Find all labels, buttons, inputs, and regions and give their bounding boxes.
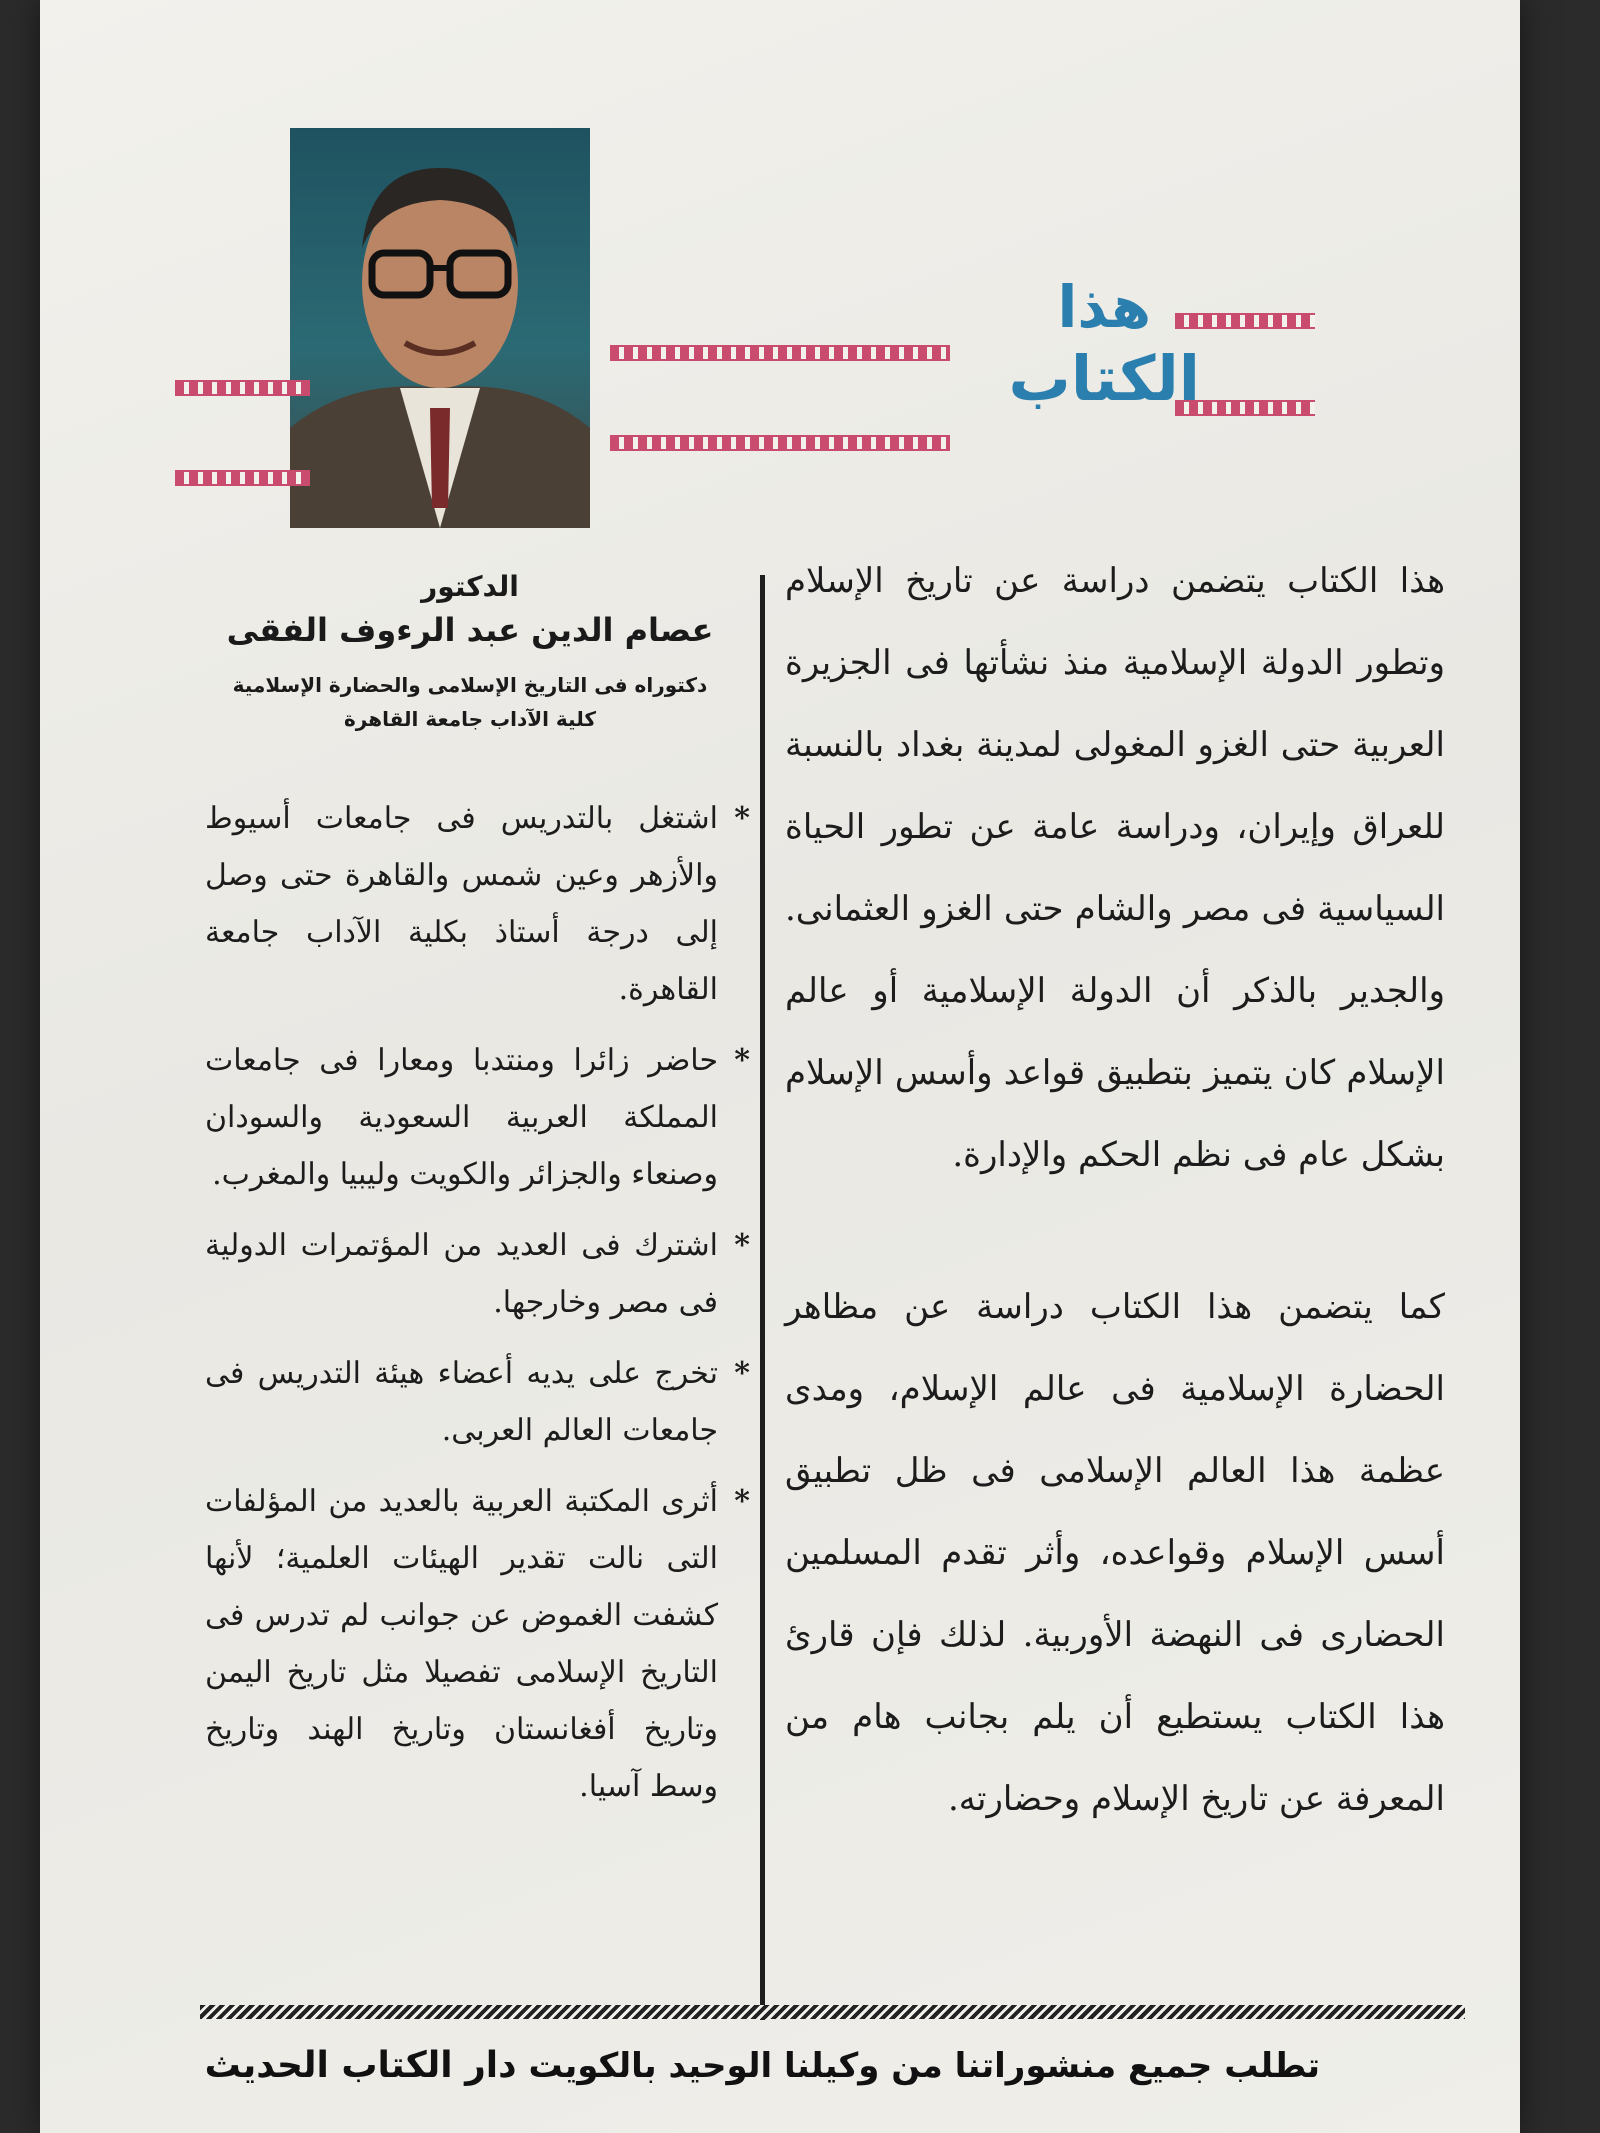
author-name: عصام الدين عبد الرءوف الفقى (226, 611, 714, 649)
publisher-note-text: تطلب جميع منشوراتنا من وكيلنا الوحيد بالكويت (528, 2046, 1320, 2086)
bio-item-text: اشتغل بالتدريس فى جامعات أسيوط والأزهر وعين شمس والقاهرة حتى وصل إلى درجة أستاذ بكلية الآداب جامعة القاهرة. (205, 801, 718, 1007)
bullet-star-icon: * (734, 1356, 750, 1391)
bio-item (205, 790, 750, 1018)
author-faculty: كلية الآداب جامعة القاهرة (343, 707, 597, 731)
bio-item-text: اشترك فى العديد من المؤتمرات الدولية فى مصر وخارجها. (205, 1228, 718, 1320)
author-degree: دكتوراه فى التاريخ الإسلامى والحضارة الإسلامية (232, 673, 708, 697)
book-description (785, 540, 1445, 1840)
author-bio (205, 790, 750, 1829)
bio-item (205, 1473, 750, 1815)
title-line-1: هذا (1057, 273, 1152, 341)
footer-divider (200, 2005, 1465, 2019)
bio-item-text: حاضر زائرا ومنتدبا ومعارا فى جامعات المملكة العربية السعودية والسودان وصنعاء والجزائر والكويت وليبيا والمغرب. (205, 1043, 718, 1192)
bullet-star-icon: * (734, 1043, 750, 1078)
bio-item-text: أثرى المكتبة العربية بالعديد من المؤلفات التى نالت تقدير الهيئات العلمية؛ لأنها كشفت الغموض عن جوانب لم تدرس فى التاريخ الإسلامى تفصيلا مثل تاريخ اليمن وتاريخ أفغانستان وتاريخ الهند وتاريخ وسط آسيا. (205, 1484, 718, 1804)
column-divider (760, 575, 765, 2020)
decorative-band (610, 345, 950, 361)
author-title: الدكتور (421, 570, 519, 603)
author-info (200, 570, 740, 731)
decorative-band (175, 470, 310, 486)
author-portrait-icon (290, 128, 590, 528)
description-paragraph: كما يتضمن هذا الكتاب دراسة عن مظاهر الحضارة الإسلامية فى عالم الإسلام، ومدى عظمة هذا العالم الإسلامى فى ظل تطبيق أسس الإسلام وقواعده، وأثر تقدم المسلمين الحضارى فى النهضة الأوربية. لذلك فإن قارئ هذا الكتاب يستطيع أن يلم بجانب هام من المعرفة عن تاريخ الإسلام وحضارته. (785, 1287, 1445, 1819)
decorative-band (610, 435, 950, 451)
bio-item (205, 1345, 750, 1459)
publisher-name: دار الكتاب الحديث (204, 2045, 517, 2086)
bullet-star-icon: * (734, 1228, 750, 1263)
description-paragraph: هذا الكتاب يتضمن دراسة عن تاريخ الإسلام وتطور الدولة الإسلامية منذ نشأتها فى الجزيرة العربية حتى الغزو المغولى لمدينة بغداد بالنسبة للعراق وإيران، ودراسة عامة عن تطور الحياة السياسية فى مصر والشام حتى الغزو العثمانى. والجدير بالذكر أن الدولة الإسلامية أو عالم الإسلام كان يتميز بتطبيق قواعد وأسس الإسلام بشكل عام فى نظم الحكم والإدارة. (785, 561, 1445, 1175)
page-title (1009, 275, 1200, 419)
decorative-band (175, 380, 310, 396)
bio-item (205, 1032, 750, 1203)
bullet-star-icon: * (734, 801, 750, 836)
bullet-star-icon: * (734, 1484, 750, 1519)
book-back-cover (40, 0, 1520, 2133)
title-line-2: الكتاب (1008, 342, 1200, 415)
bio-item-text: تخرج على يديه أعضاء هيئة التدريس فى جامعات العالم العربى. (205, 1356, 718, 1448)
bio-item (205, 1217, 750, 1331)
publisher-note (200, 2045, 1320, 2086)
author-portrait-image (290, 128, 590, 528)
